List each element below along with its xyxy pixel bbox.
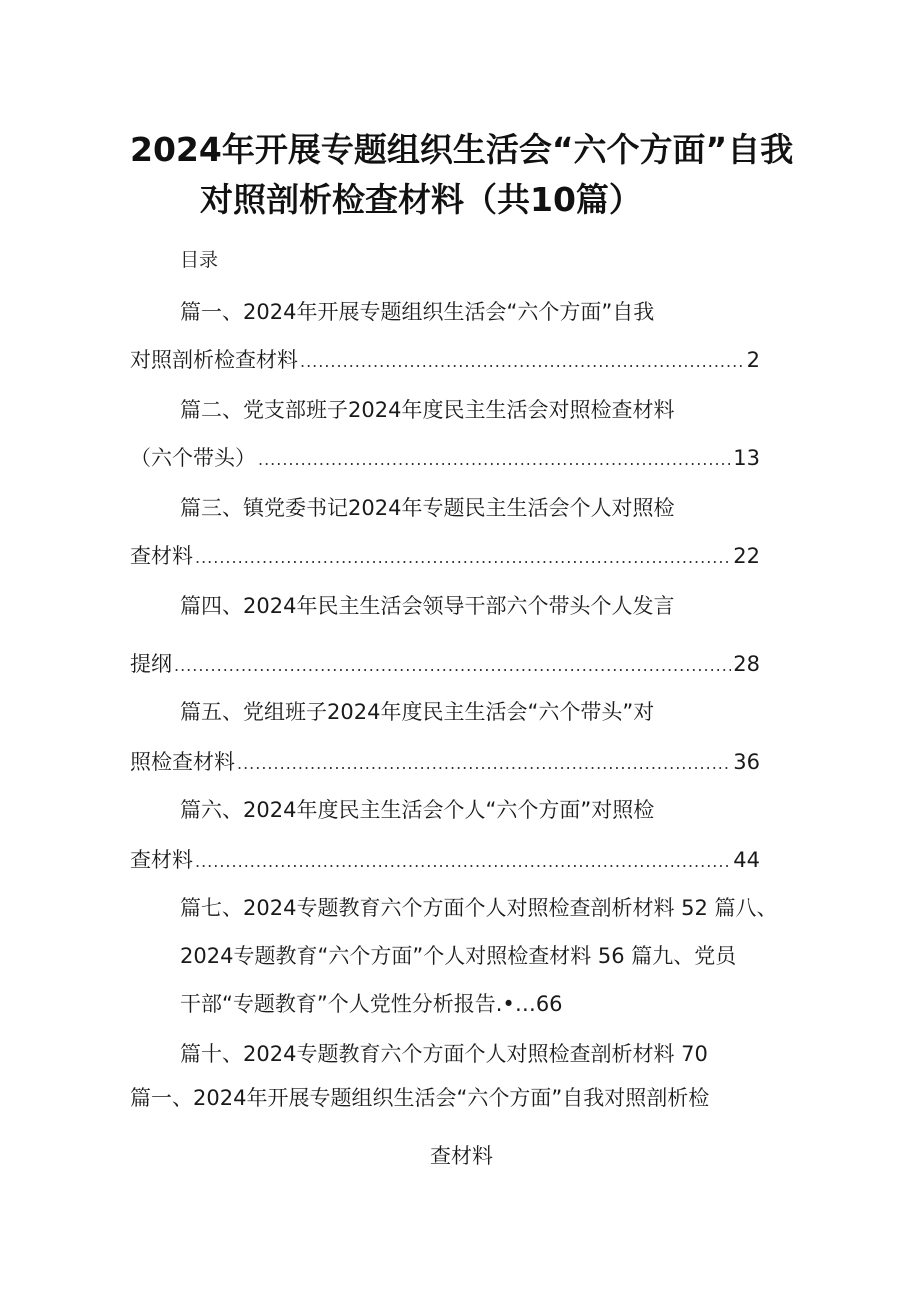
toc-entry-3-line-1[interactable]: 篇三、镇党委书记2024年专题民主生活会个人对照检 [180, 496, 675, 520]
dot-leader [195, 852, 731, 871]
toc-entry-2-line-1[interactable]: 篇二、党支部班子2024年度民主生活会对照检查材料 [180, 398, 675, 422]
toc-page-number: 22 [733, 544, 760, 568]
toc-entry-text: 查材料 [130, 544, 193, 568]
toc-entry-6-line-1[interactable]: 篇六、2024年度民主生活会个人“六个方面”对照检 [180, 798, 655, 822]
toc-entry-text: （六个带头） [130, 446, 256, 470]
toc-paragraph-line-2[interactable]: 2024专题教育“六个方面”个人对照检查材料 56 篇九、党员 [180, 944, 737, 968]
toc-page-number: 44 [733, 848, 760, 872]
toc-paragraph-line-4[interactable]: 篇十、2024专题教育六个方面个人对照检查剖析材料 70 [180, 1042, 708, 1066]
toc-entry-4-line-2[interactable] [130, 648, 760, 678]
toc-page-number: 28 [733, 652, 760, 676]
dot-leader [195, 548, 731, 567]
toc-entry-text: 照检查材料 [130, 750, 235, 774]
section-heading: 篇一、2024年开展专题组织生活会“六个方面”自我对照剖析检 [130, 1086, 710, 1110]
toc-paragraph-line-3[interactable]: 干部“专题教育”个人党性分析报告.•…66 [180, 992, 563, 1016]
toc-entry-3-line-2[interactable] [130, 540, 760, 570]
toc-paragraph-line-1[interactable]: 篇七、2024专题教育六个方面个人对照检查剖析材料 52 篇八、 [180, 896, 778, 920]
toc-page-number: 36 [733, 750, 760, 774]
dot-leader [174, 656, 731, 675]
document-title-line-1: 2024年开展专题组织生活会“六个方面”自我 [130, 130, 794, 169]
dot-leader [258, 450, 731, 469]
toc-entry-6-line-2[interactable] [130, 844, 760, 874]
toc-entry-4-line-1[interactable]: 篇四、2024年民主生活会领导干部六个带头个人发言 [180, 594, 675, 618]
toc-heading: 目录 [180, 249, 219, 271]
dot-leader [237, 754, 731, 773]
section-heading-continued: 查材料 [430, 1144, 493, 1168]
toc-entry-text: 查材料 [130, 848, 193, 872]
toc-entry-2-line-2[interactable] [130, 442, 760, 472]
dot-leader [300, 352, 745, 371]
toc-entry-1-line-1[interactable]: 篇一、2024年开展专题组织生活会“六个方面”自我 [180, 300, 655, 324]
toc-entry-5-line-2[interactable] [130, 746, 760, 776]
toc-entry-text: 对照剖析检查材料 [130, 348, 298, 372]
toc-page-number: 13 [733, 446, 760, 470]
toc-entry-5-line-1[interactable]: 篇五、党组班子2024年度民主生活会“六个带头”对 [180, 700, 655, 724]
toc-entry-1-line-2[interactable] [130, 344, 760, 374]
toc-page-number: 2 [746, 348, 760, 372]
document-title-line-2: 对照剖析检查材料（共10篇） [200, 180, 642, 219]
toc-entry-text: 提纲 [130, 652, 172, 676]
